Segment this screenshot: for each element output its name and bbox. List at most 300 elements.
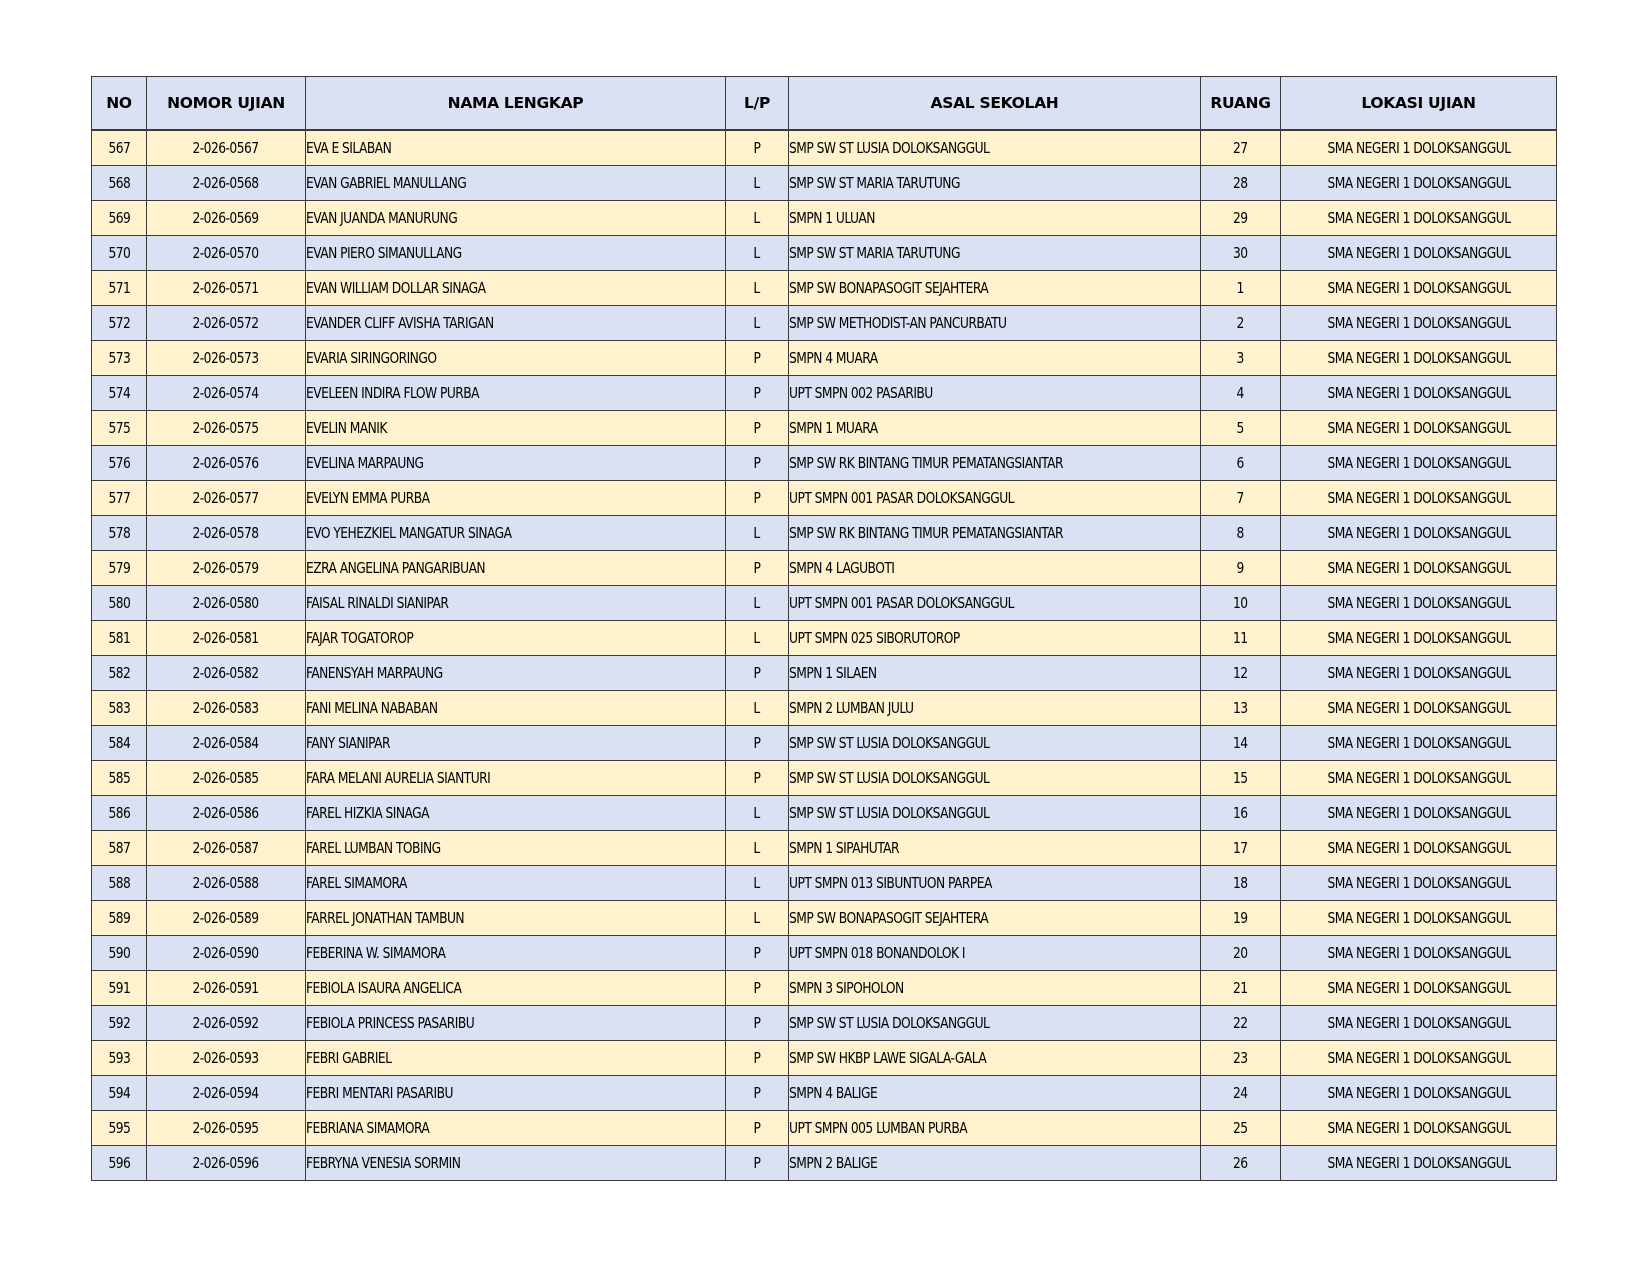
- cell-lp-text: P: [753, 349, 761, 367]
- cell-lokasi-ujian: [1281, 866, 1557, 901]
- cell-ruang: [1201, 516, 1281, 551]
- cell-nama-lengkap-text: FAREL SIMAMORA: [306, 874, 407, 892]
- cell-nomor-ujian-text: 2-026-0593: [192, 1049, 260, 1067]
- cell-nomor-ujian: [147, 236, 306, 271]
- cell-no-text: 568: [108, 174, 130, 192]
- cell-nama-lengkap-text: FARREL JONATHAN TAMBUN: [306, 909, 465, 927]
- cell-no: [92, 726, 147, 761]
- cell-asal-sekolah-text: SMPN 3 SIPOHOLON: [789, 979, 904, 997]
- cell-nama-lengkap: [306, 130, 726, 166]
- cell-ruang: [1201, 271, 1281, 306]
- header-asal-sekolah: ASAL SEKOLAH: [789, 77, 1201, 131]
- cell-asal-sekolah: [789, 516, 1201, 551]
- cell-asal-sekolah: [789, 1006, 1201, 1041]
- cell-nama-lengkap: [306, 691, 726, 726]
- cell-asal-sekolah-text: SMP SW BONAPASOGIT SEJAHTERA: [789, 279, 989, 297]
- table-row: [92, 1076, 1557, 1111]
- cell-lp-text: P: [753, 559, 761, 577]
- table-row: [92, 446, 1557, 481]
- cell-ruang-text: 16: [1233, 804, 1248, 822]
- cell-nomor-ujian-text: 2-026-0579: [192, 559, 260, 577]
- cell-nama-lengkap-text: EVAN WILLIAM DOLLAR SINAGA: [306, 279, 486, 297]
- cell-no-text: 578: [108, 524, 130, 542]
- cell-lokasi-ujian-text: SMA NEGERI 1 DOLOKSANGGUL: [1326, 874, 1511, 892]
- cell-lokasi-ujian: [1281, 1146, 1557, 1181]
- cell-nomor-ujian-text: 2-026-0575: [192, 419, 260, 437]
- cell-lokasi-ujian-text: SMA NEGERI 1 DOLOKSANGGUL: [1326, 944, 1511, 962]
- cell-nama-lengkap-text: EVANDER CLIFF AVISHA TARIGAN: [306, 314, 494, 332]
- cell-no-text: 594: [108, 1084, 130, 1102]
- cell-asal-sekolah-text: SMP SW ST LUSIA DOLOKSANGGUL: [789, 804, 990, 822]
- cell-nama-lengkap-text: EVA E SILABAN: [306, 139, 392, 157]
- cell-no-text: 586: [108, 804, 130, 822]
- cell-asal-sekolah-text: UPT SMPN 013 SIBUNTUON PARPEA: [789, 874, 992, 892]
- cell-nomor-ujian-text: 2-026-0567: [192, 139, 260, 157]
- cell-lokasi-ujian: [1281, 236, 1557, 271]
- cell-no-text: 580: [108, 594, 130, 612]
- cell-lp: [726, 166, 789, 201]
- cell-lp-text: P: [753, 664, 761, 682]
- cell-nomor-ujian: [147, 306, 306, 341]
- cell-nama-lengkap-text: EVAN JUANDA MANURUNG: [306, 209, 458, 227]
- cell-nama-lengkap: [306, 866, 726, 901]
- cell-no-text: 584: [108, 734, 130, 752]
- cell-asal-sekolah: [789, 236, 1201, 271]
- cell-nomor-ujian: [147, 761, 306, 796]
- cell-ruang-text: 19: [1233, 909, 1248, 927]
- table-row: [92, 271, 1557, 306]
- cell-asal-sekolah-text: SMPN 2 LUMBAN JULU: [789, 699, 914, 717]
- cell-nama-lengkap-text: FEBIOLA ISAURA ANGELICA: [306, 979, 462, 997]
- cell-no: [92, 411, 147, 446]
- cell-asal-sekolah: [789, 201, 1201, 236]
- cell-lokasi-ujian: [1281, 271, 1557, 306]
- cell-asal-sekolah-text: SMPN 1 MUARA: [789, 419, 878, 437]
- cell-nama-lengkap-text: FEBRYNA VENESIA SORMIN: [306, 1154, 461, 1172]
- cell-ruang-text: 13: [1233, 699, 1248, 717]
- table-row: [92, 621, 1557, 656]
- cell-nomor-ujian: [147, 411, 306, 446]
- cell-no: [92, 831, 147, 866]
- cell-lp-text: P: [753, 734, 761, 752]
- cell-ruang: [1201, 1111, 1281, 1146]
- table-body: [92, 130, 1557, 1181]
- cell-lokasi-ujian-text: SMA NEGERI 1 DOLOKSANGGUL: [1326, 174, 1511, 192]
- cell-nama-lengkap: [306, 376, 726, 411]
- cell-lp-text: P: [753, 139, 761, 157]
- cell-lp: [726, 971, 789, 1006]
- cell-nomor-ujian-text: 2-026-0589: [192, 909, 260, 927]
- cell-lokasi-ujian: [1281, 166, 1557, 201]
- cell-ruang-text: 25: [1233, 1119, 1248, 1137]
- cell-nama-lengkap: [306, 481, 726, 516]
- cell-ruang-text: 22: [1233, 1014, 1248, 1032]
- cell-nomor-ujian-text: 2-026-0587: [192, 839, 260, 857]
- cell-ruang-text: 7: [1236, 489, 1245, 507]
- cell-nomor-ujian: [147, 1041, 306, 1076]
- cell-ruang-text: 27: [1233, 139, 1248, 157]
- cell-ruang: [1201, 971, 1281, 1006]
- table-row: [92, 130, 1557, 166]
- cell-no-text: 573: [108, 349, 130, 367]
- cell-nomor-ujian-text: 2-026-0583: [192, 699, 260, 717]
- cell-nama-lengkap: [306, 1006, 726, 1041]
- cell-ruang: [1201, 1076, 1281, 1111]
- cell-asal-sekolah: [789, 761, 1201, 796]
- cell-lokasi-ujian-text: SMA NEGERI 1 DOLOKSANGGUL: [1326, 769, 1511, 787]
- table-row: [92, 341, 1557, 376]
- cell-lokasi-ujian: [1281, 1006, 1557, 1041]
- exam-participant-sheet: [91, 76, 1557, 1181]
- cell-asal-sekolah: [789, 936, 1201, 971]
- cell-lp: [726, 446, 789, 481]
- cell-lokasi-ujian-text: SMA NEGERI 1 DOLOKSANGGUL: [1326, 384, 1511, 402]
- cell-nama-lengkap-text: EVELEEN INDIRA FLOW PURBA: [306, 384, 480, 402]
- cell-nomor-ujian-text: 2-026-0582: [192, 664, 260, 682]
- cell-lp: [726, 201, 789, 236]
- cell-asal-sekolah: [789, 306, 1201, 341]
- cell-lokasi-ujian: [1281, 586, 1557, 621]
- cell-no: [92, 901, 147, 936]
- table-row: [92, 166, 1557, 201]
- cell-nomor-ujian-text: 2-026-0578: [192, 524, 260, 542]
- cell-nomor-ujian: [147, 586, 306, 621]
- cell-asal-sekolah-text: UPT SMPN 002 PASARIBU: [789, 384, 933, 402]
- cell-no-text: 570: [108, 244, 130, 262]
- cell-no: [92, 1006, 147, 1041]
- cell-ruang-text: 23: [1233, 1049, 1248, 1067]
- cell-lp: [726, 411, 789, 446]
- cell-asal-sekolah: [789, 1111, 1201, 1146]
- cell-no: [92, 936, 147, 971]
- cell-nama-lengkap: [306, 901, 726, 936]
- cell-ruang-text: 9: [1236, 559, 1245, 577]
- cell-nomor-ujian: [147, 691, 306, 726]
- cell-nomor-ujian: [147, 446, 306, 481]
- cell-lp: [726, 1006, 789, 1041]
- cell-nomor-ujian-text: 2-026-0591: [192, 979, 260, 997]
- cell-lokasi-ujian-text: SMA NEGERI 1 DOLOKSANGGUL: [1326, 1119, 1511, 1137]
- cell-nama-lengkap: [306, 831, 726, 866]
- cell-ruang-text: 26: [1233, 1154, 1248, 1172]
- cell-lp-text: P: [753, 1084, 761, 1102]
- cell-no: [92, 1111, 147, 1146]
- cell-asal-sekolah-text: SMPN 1 SIPAHUTAR: [789, 839, 900, 857]
- cell-lokasi-ujian-text: SMA NEGERI 1 DOLOKSANGGUL: [1326, 419, 1511, 437]
- cell-nama-lengkap: [306, 586, 726, 621]
- table-row: [92, 516, 1557, 551]
- cell-lp-text: P: [753, 1049, 761, 1067]
- cell-nomor-ujian: [147, 516, 306, 551]
- cell-lp: [726, 306, 789, 341]
- cell-ruang: [1201, 1006, 1281, 1041]
- cell-nama-lengkap-text: EVO YEHEZKIEL MANGATUR SINAGA: [306, 524, 512, 542]
- cell-lokasi-ujian: [1281, 1041, 1557, 1076]
- table-row: [92, 831, 1557, 866]
- cell-no-text: 595: [108, 1119, 130, 1137]
- cell-no: [92, 306, 147, 341]
- cell-nama-lengkap-text: EVELYN EMMA PURBA: [306, 489, 430, 507]
- cell-lp-text: L: [753, 594, 761, 612]
- cell-lokasi-ujian: [1281, 1111, 1557, 1146]
- cell-lokasi-ujian-text: SMA NEGERI 1 DOLOKSANGGUL: [1326, 454, 1511, 472]
- cell-nama-lengkap-text: FAISAL RINALDI SIANIPAR: [306, 594, 449, 612]
- cell-lp: [726, 130, 789, 166]
- header-lp: L/P: [726, 77, 789, 131]
- cell-ruang-text: 3: [1236, 349, 1245, 367]
- cell-lp: [726, 341, 789, 376]
- cell-nama-lengkap: [306, 271, 726, 306]
- cell-nama-lengkap: [306, 1041, 726, 1076]
- cell-asal-sekolah: [789, 726, 1201, 761]
- cell-no-text: 577: [108, 489, 130, 507]
- cell-lp-text: P: [753, 1119, 761, 1137]
- cell-lp-text: L: [753, 209, 761, 227]
- cell-lp-text: L: [753, 629, 761, 647]
- cell-no: [92, 1041, 147, 1076]
- table-row: [92, 481, 1557, 516]
- cell-lokasi-ujian-text: SMA NEGERI 1 DOLOKSANGGUL: [1326, 524, 1511, 542]
- cell-lp-text: P: [753, 454, 761, 472]
- cell-no: [92, 866, 147, 901]
- cell-lp: [726, 901, 789, 936]
- cell-lokasi-ujian-text: SMA NEGERI 1 DOLOKSANGGUL: [1326, 839, 1511, 857]
- cell-nomor-ujian: [147, 130, 306, 166]
- cell-nama-lengkap: [306, 516, 726, 551]
- cell-no-text: 593: [108, 1049, 130, 1067]
- cell-ruang: [1201, 621, 1281, 656]
- cell-lokasi-ujian-text: SMA NEGERI 1 DOLOKSANGGUL: [1326, 1049, 1511, 1067]
- cell-no-text: 575: [108, 419, 130, 437]
- cell-lp: [726, 516, 789, 551]
- cell-no-text: 567: [108, 139, 130, 157]
- cell-asal-sekolah: [789, 656, 1201, 691]
- cell-nama-lengkap-text: FAREL LUMBAN TOBING: [306, 839, 441, 857]
- cell-no-text: 591: [108, 979, 130, 997]
- cell-ruang-text: 6: [1236, 454, 1245, 472]
- cell-lp-text: L: [753, 874, 761, 892]
- cell-asal-sekolah: [789, 551, 1201, 586]
- cell-ruang-text: 21: [1233, 979, 1248, 997]
- cell-asal-sekolah-text: SMPN 2 BALIGE: [789, 1154, 878, 1172]
- cell-lp: [726, 726, 789, 761]
- cell-lokasi-ujian-text: SMA NEGERI 1 DOLOKSANGGUL: [1326, 279, 1511, 297]
- cell-lokasi-ujian: [1281, 551, 1557, 586]
- cell-nomor-ujian: [147, 866, 306, 901]
- cell-nama-lengkap: [306, 1076, 726, 1111]
- table-row: [92, 201, 1557, 236]
- cell-asal-sekolah: [789, 621, 1201, 656]
- cell-lp: [726, 936, 789, 971]
- cell-lokasi-ujian: [1281, 201, 1557, 236]
- cell-asal-sekolah: [789, 691, 1201, 726]
- cell-no: [92, 341, 147, 376]
- cell-no-text: 596: [108, 1154, 130, 1172]
- cell-ruang: [1201, 201, 1281, 236]
- cell-lp-text: P: [753, 944, 761, 962]
- cell-nomor-ujian: [147, 551, 306, 586]
- cell-ruang: [1201, 411, 1281, 446]
- cell-asal-sekolah-text: SMPN 1 SILAEN: [789, 664, 877, 682]
- cell-nomor-ujian-text: 2-026-0572: [192, 314, 260, 332]
- cell-nama-lengkap-text: EZRA ANGELINA PANGARIBUAN: [306, 559, 486, 577]
- cell-no-text: 590: [108, 944, 130, 962]
- cell-nomor-ujian: [147, 201, 306, 236]
- cell-ruang-text: 12: [1233, 664, 1248, 682]
- cell-nama-lengkap-text: EVARIA SIRINGORINGO: [306, 349, 437, 367]
- table-row: [92, 551, 1557, 586]
- cell-lp: [726, 1041, 789, 1076]
- cell-asal-sekolah: [789, 166, 1201, 201]
- cell-lokasi-ujian-text: SMA NEGERI 1 DOLOKSANGGUL: [1326, 209, 1511, 227]
- cell-no-text: 582: [108, 664, 130, 682]
- cell-asal-sekolah-text: SMP SW RK BINTANG TIMUR PEMATANGSIANTAR: [789, 524, 1064, 542]
- cell-nama-lengkap: [306, 621, 726, 656]
- cell-nama-lengkap-text: EVELINA MARPAUNG: [306, 454, 424, 472]
- cell-ruang-text: 15: [1233, 769, 1248, 787]
- cell-lokasi-ujian: [1281, 901, 1557, 936]
- cell-lokasi-ujian-text: SMA NEGERI 1 DOLOKSANGGUL: [1326, 629, 1511, 647]
- cell-nama-lengkap: [306, 971, 726, 1006]
- cell-nomor-ujian-text: 2-026-0594: [192, 1084, 260, 1102]
- cell-nama-lengkap-text: FEBRIANA SIMAMORA: [306, 1119, 430, 1137]
- cell-nama-lengkap-text: FANY SIANIPAR: [306, 734, 390, 752]
- cell-nomor-ujian: [147, 726, 306, 761]
- cell-lp-text: L: [753, 174, 761, 192]
- cell-nomor-ujian-text: 2-026-0581: [192, 629, 260, 647]
- cell-lokasi-ujian: [1281, 446, 1557, 481]
- cell-ruang-text: 30: [1233, 244, 1248, 262]
- cell-nomor-ujian: [147, 271, 306, 306]
- cell-no: [92, 551, 147, 586]
- cell-lokasi-ujian: [1281, 796, 1557, 831]
- cell-lp-text: P: [753, 769, 761, 787]
- cell-asal-sekolah-text: SMP SW BONAPASOGIT SEJAHTERA: [789, 909, 989, 927]
- cell-lp: [726, 271, 789, 306]
- cell-nomor-ujian: [147, 341, 306, 376]
- cell-lokasi-ujian: [1281, 411, 1557, 446]
- cell-nama-lengkap: [306, 236, 726, 271]
- cell-no-text: 592: [108, 1014, 130, 1032]
- cell-lokasi-ujian: [1281, 376, 1557, 411]
- cell-asal-sekolah: [789, 446, 1201, 481]
- cell-lokasi-ujian-text: SMA NEGERI 1 DOLOKSANGGUL: [1326, 734, 1511, 752]
- cell-asal-sekolah-text: SMP SW METHODIST-AN PANCURBATU: [789, 314, 1007, 332]
- cell-nomor-ujian: [147, 481, 306, 516]
- table-row: [92, 656, 1557, 691]
- cell-ruang: [1201, 691, 1281, 726]
- cell-asal-sekolah-text: SMPN 1 ULUAN: [789, 209, 875, 227]
- cell-nomor-ujian: [147, 971, 306, 1006]
- cell-no: [92, 1076, 147, 1111]
- cell-no: [92, 761, 147, 796]
- cell-nomor-ujian-text: 2-026-0569: [192, 209, 260, 227]
- cell-nomor-ujian-text: 2-026-0574: [192, 384, 260, 402]
- cell-nama-lengkap: [306, 201, 726, 236]
- cell-ruang: [1201, 1041, 1281, 1076]
- cell-nama-lengkap-text: FEBRI GABRIEL: [306, 1049, 392, 1067]
- cell-asal-sekolah-text: UPT SMPN 005 LUMBAN PURBA: [789, 1119, 968, 1137]
- cell-ruang-text: 1: [1236, 279, 1245, 297]
- cell-lokasi-ujian: [1281, 130, 1557, 166]
- cell-no: [92, 271, 147, 306]
- cell-lp-text: L: [753, 839, 761, 857]
- cell-lokasi-ujian: [1281, 341, 1557, 376]
- cell-lp: [726, 1111, 789, 1146]
- cell-lp-text: L: [753, 804, 761, 822]
- cell-nama-lengkap-text: EVELIN MANIK: [306, 419, 387, 437]
- cell-nomor-ujian: [147, 1076, 306, 1111]
- header-lokasi-ujian: LOKASI UJIAN: [1281, 77, 1557, 131]
- cell-lokasi-ujian-text: SMA NEGERI 1 DOLOKSANGGUL: [1326, 314, 1511, 332]
- table-row: [92, 936, 1557, 971]
- table-row: [92, 691, 1557, 726]
- cell-no-text: 572: [108, 314, 130, 332]
- cell-no: [92, 656, 147, 691]
- cell-asal-sekolah-text: SMPN 4 BALIGE: [789, 1084, 878, 1102]
- cell-no: [92, 691, 147, 726]
- table-row: [92, 796, 1557, 831]
- cell-no: [92, 481, 147, 516]
- cell-nomor-ujian: [147, 166, 306, 201]
- cell-lokasi-ujian-text: SMA NEGERI 1 DOLOKSANGGUL: [1326, 1014, 1511, 1032]
- cell-no-text: 588: [108, 874, 130, 892]
- cell-nomor-ujian: [147, 936, 306, 971]
- table-row: [92, 586, 1557, 621]
- cell-lp: [726, 761, 789, 796]
- cell-ruang: [1201, 656, 1281, 691]
- cell-asal-sekolah-text: SMP SW ST MARIA TARUTUNG: [789, 244, 960, 262]
- cell-nama-lengkap-text: FEBIOLA PRINCESS PASARIBU: [306, 1014, 475, 1032]
- table-row: [92, 971, 1557, 1006]
- cell-nama-lengkap: [306, 726, 726, 761]
- cell-no: [92, 1146, 147, 1181]
- cell-asal-sekolah: [789, 341, 1201, 376]
- cell-lokasi-ujian: [1281, 621, 1557, 656]
- table-row: [92, 1006, 1557, 1041]
- cell-ruang: [1201, 236, 1281, 271]
- cell-nama-lengkap-text: EVAN GABRIEL MANULLANG: [306, 174, 467, 192]
- cell-lp-text: L: [753, 524, 761, 542]
- cell-no: [92, 130, 147, 166]
- cell-nomor-ujian: [147, 1146, 306, 1181]
- cell-lokasi-ujian: [1281, 481, 1557, 516]
- cell-lokasi-ujian-text: SMA NEGERI 1 DOLOKSANGGUL: [1326, 349, 1511, 367]
- table-row: [92, 726, 1557, 761]
- cell-no: [92, 971, 147, 1006]
- cell-asal-sekolah: [789, 271, 1201, 306]
- cell-lp-text: P: [753, 384, 761, 402]
- cell-no: [92, 586, 147, 621]
- cell-lp-text: P: [753, 489, 761, 507]
- cell-ruang-text: 29: [1233, 209, 1248, 227]
- cell-ruang: [1201, 866, 1281, 901]
- cell-nama-lengkap-text: FARA MELANI AURELIA SIANTURI: [306, 769, 491, 787]
- cell-nomor-ujian-text: 2-026-0584: [192, 734, 260, 752]
- cell-no: [92, 796, 147, 831]
- cell-nomor-ujian-text: 2-026-0595: [192, 1119, 260, 1137]
- cell-nama-lengkap-text: FEBRI MENTARI PASARIBU: [306, 1084, 453, 1102]
- cell-asal-sekolah-text: SMP SW RK BINTANG TIMUR PEMATANGSIANTAR: [789, 454, 1064, 472]
- header-nomor-ujian: NOMOR UJIAN: [147, 77, 306, 131]
- cell-no-text: 579: [108, 559, 130, 577]
- cell-nomor-ujian-text: 2-026-0590: [192, 944, 260, 962]
- cell-asal-sekolah: [789, 866, 1201, 901]
- cell-lokasi-ujian-text: SMA NEGERI 1 DOLOKSANGGUL: [1326, 804, 1511, 822]
- table-row: [92, 901, 1557, 936]
- cell-no-text: 581: [108, 629, 130, 647]
- cell-nomor-ujian-text: 2-026-0570: [192, 244, 260, 262]
